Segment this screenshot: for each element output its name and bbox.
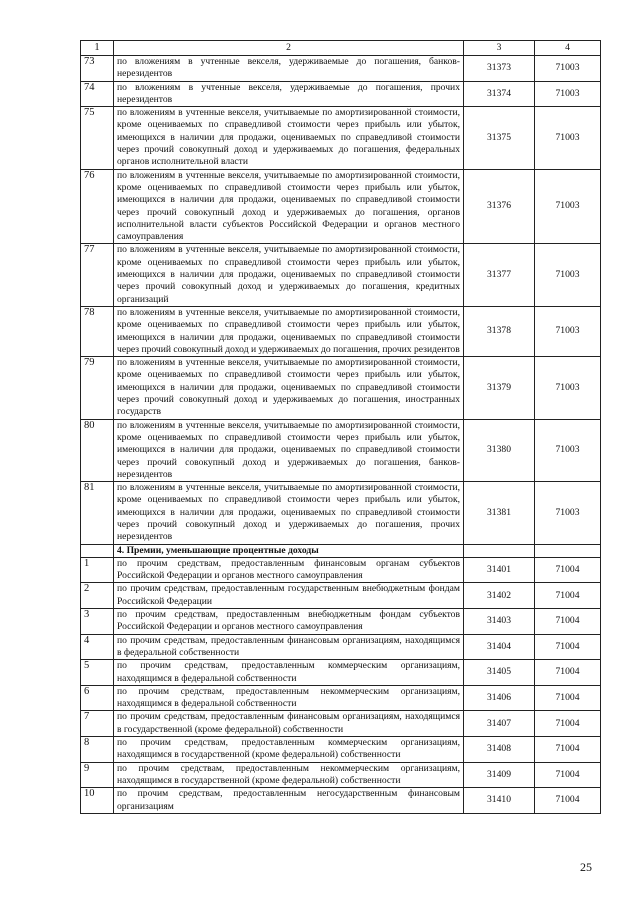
account-code: 31410: [464, 788, 535, 814]
row-number: 79: [81, 357, 114, 419]
row-description: по прочим средствам, предоставленным негосударственным финансовым организациям: [114, 788, 464, 814]
row-number: 3: [81, 609, 114, 635]
account-code: 31404: [464, 634, 535, 660]
symbol-code: 71003: [535, 306, 601, 356]
symbol-code: 71003: [535, 357, 601, 419]
table-header-row: [81, 41, 601, 56]
row-number: 77: [81, 244, 114, 306]
account-code: 31409: [464, 762, 535, 788]
table-row: [81, 634, 601, 660]
row-number: 4: [81, 634, 114, 660]
symbol-code: 71004: [535, 711, 601, 737]
account-code: 31401: [464, 557, 535, 583]
symbol-code: 71003: [535, 107, 601, 169]
row-description: по вложениям в учтенные векселя, учитываемые по амортизированной стоимости, кроме оцениваемых по справедливой стоимости через прибыль или убыток, имеющихся в наличии для продажи, оцениваемых по справедливой стоимости через прочий совокупный доход и удерживаемых до погашения, органов исполнительной власти субъектов Российской Федерации и органов местного самоуправления: [114, 169, 464, 244]
table-row: [81, 557, 601, 583]
row-number: 74: [81, 81, 114, 107]
table-row: [81, 306, 601, 356]
account-code: 31381: [464, 482, 535, 544]
header-col-2: 2: [114, 41, 464, 56]
row-number: 8: [81, 737, 114, 763]
account-code: 31408: [464, 737, 535, 763]
row-number: 10: [81, 788, 114, 814]
row-description: по вложениям в учтенные векселя, учитываемые по амортизированной стоимости, кроме оцениваемых по справедливой стоимости через прибыль или убыток, имеющихся в наличии для продажи, оцениваемых по справедливой стоимости через прочий совокупный доход и удерживаемых до погашения, федеральных органов исполнительной власти: [114, 107, 464, 169]
table-row: [81, 419, 601, 481]
symbol-code: 71004: [535, 557, 601, 583]
table-body: [81, 41, 601, 814]
row-number: 2: [81, 583, 114, 609]
header-col-1: 1: [81, 41, 114, 56]
row-number: 76: [81, 169, 114, 244]
table-row: [81, 762, 601, 788]
table-row: [81, 583, 601, 609]
symbol-code: 71003: [535, 244, 601, 306]
section-empty-cell: [81, 544, 114, 557]
account-code: 31378: [464, 306, 535, 356]
table-row: [81, 609, 601, 635]
account-code: 31373: [464, 56, 535, 82]
symbol-code: 71003: [535, 56, 601, 82]
row-description: по прочим средствам, предоставленным государственным внебюджетным фондам Российской Федерации: [114, 583, 464, 609]
account-code: 31376: [464, 169, 535, 244]
symbol-code: 71004: [535, 583, 601, 609]
symbol-code: 71003: [535, 169, 601, 244]
row-number: 9: [81, 762, 114, 788]
row-number: 78: [81, 306, 114, 356]
symbol-code: 71003: [535, 81, 601, 107]
table-row: [81, 56, 601, 82]
row-number: 81: [81, 482, 114, 544]
page-number: 25: [580, 860, 592, 874]
section-title: 4. Премии, уменьшающие процентные доходы: [114, 544, 464, 557]
header-col-3: 3: [464, 41, 535, 56]
section-empty-cell: [464, 544, 535, 557]
table-row: [81, 737, 601, 763]
symbol-code: 71004: [535, 660, 601, 686]
symbol-code: 71003: [535, 419, 601, 481]
header-col-4: 4: [535, 41, 601, 56]
row-description: по прочим средствам, предоставленным некоммерческим организациям, находящимся в государственной (кроме федеральной) собственности: [114, 762, 464, 788]
symbol-code: 71004: [535, 788, 601, 814]
section-empty-cell: [535, 544, 601, 557]
table-row: [81, 660, 601, 686]
row-description: по вложениям в учтенные векселя, учитываемые по амортизированной стоимости, кроме оцениваемых по справедливой стоимости через прибыль или убыток, имеющихся в наличии для продажи, оцениваемых по справедливой стоимости через прочий совокупный доход и удерживаемых до погашения, иностранных государств: [114, 357, 464, 419]
row-number: 75: [81, 107, 114, 169]
row-description: по прочим средствам, предоставленным внебюджетным фондам субъектов Российской Федерации и органов местного самоуправления: [114, 609, 464, 635]
row-description: по прочим средствам, предоставленным некоммерческим организациям, находящимся в федеральной собственности: [114, 685, 464, 711]
account-code: 31374: [464, 81, 535, 107]
section-row: [81, 544, 601, 557]
row-description: по вложениям в учтенные векселя, учитываемые по амортизированной стоимости, кроме оцениваемых по справедливой стоимости через прибыль или убыток, имеющихся в наличии для продажи, оцениваемых по справедливой стоимости через прочий совокупный доход и удерживаемых до погашения, прочих резидентов: [114, 306, 464, 356]
account-code: 31402: [464, 583, 535, 609]
table-row: [81, 482, 601, 544]
account-code: 31403: [464, 609, 535, 635]
row-number: 80: [81, 419, 114, 481]
account-code: 31407: [464, 711, 535, 737]
table-row: [81, 107, 601, 169]
table-row: [81, 81, 601, 107]
row-description: по прочим средствам, предоставленным коммерческим организациям, находящимся в федеральной собственности: [114, 660, 464, 686]
symbol-code: 71004: [535, 634, 601, 660]
row-description: по вложениям в учтенные векселя, удерживаемые до погашения, прочих нерезидентов: [114, 81, 464, 107]
table-row: [81, 685, 601, 711]
table-row: [81, 169, 601, 244]
account-code: 31380: [464, 419, 535, 481]
account-code: 31405: [464, 660, 535, 686]
table-row: [81, 788, 601, 814]
row-description: по вложениям в учтенные векселя, учитываемые по амортизированной стоимости, кроме оцениваемых по справедливой стоимости через прибыль или убыток, имеющихся в наличии для продажи, оцениваемых по справедливой стоимости через прочий совокупный доход и удерживаемых до погашения, кредитных организаций: [114, 244, 464, 306]
row-description: по прочим средствам, предоставленным финансовым организациям, находящимся в государственной (кроме федеральной) собственности: [114, 711, 464, 737]
symbol-code: 71004: [535, 609, 601, 635]
row-number: 73: [81, 56, 114, 82]
row-description: по вложениям в учтенные векселя, удерживаемые до погашения, банков-нерезидентов: [114, 56, 464, 82]
row-description: по вложениям в учтенные векселя, учитываемые по амортизированной стоимости, кроме оцениваемых по справедливой стоимости через прибыль или убыток, имеющихся в наличии для продажи, оцениваемых по справедливой стоимости через прочий совокупный доход и удерживаемых до погашения, прочих нерезидентов: [114, 482, 464, 544]
row-description: по прочим средствам, предоставленным финансовым организациям, находящимся в федеральной собственности: [114, 634, 464, 660]
account-code: 31377: [464, 244, 535, 306]
table-row: [81, 244, 601, 306]
row-description: по прочим средствам, предоставленным финансовым органам субъектов Российской Федерации и органов местного самоуправления: [114, 557, 464, 583]
row-number: 5: [81, 660, 114, 686]
symbol-code: 71004: [535, 737, 601, 763]
row-number: 1: [81, 557, 114, 583]
row-number: 6: [81, 685, 114, 711]
symbol-code: 71004: [535, 685, 601, 711]
symbol-code: 71003: [535, 482, 601, 544]
account-code: 31406: [464, 685, 535, 711]
row-description: по вложениям в учтенные векселя, учитываемые по амортизированной стоимости, кроме оцениваемых по справедливой стоимости через прибыль или убыток, имеющихся в наличии для продажи, оцениваемых по справедливой стоимости через прочий совокупный доход и удерживаемых до погашения, банков-нерезидентов: [114, 419, 464, 481]
table-row: [81, 357, 601, 419]
row-description: по прочим средствам, предоставленным коммерческим организациям, находящимся в государственной (кроме федеральной) собственности: [114, 737, 464, 763]
account-code: 31375: [464, 107, 535, 169]
row-number: 7: [81, 711, 114, 737]
account-code: 31379: [464, 357, 535, 419]
accounts-table: [80, 40, 601, 814]
table-row: [81, 711, 601, 737]
symbol-code: 71004: [535, 762, 601, 788]
